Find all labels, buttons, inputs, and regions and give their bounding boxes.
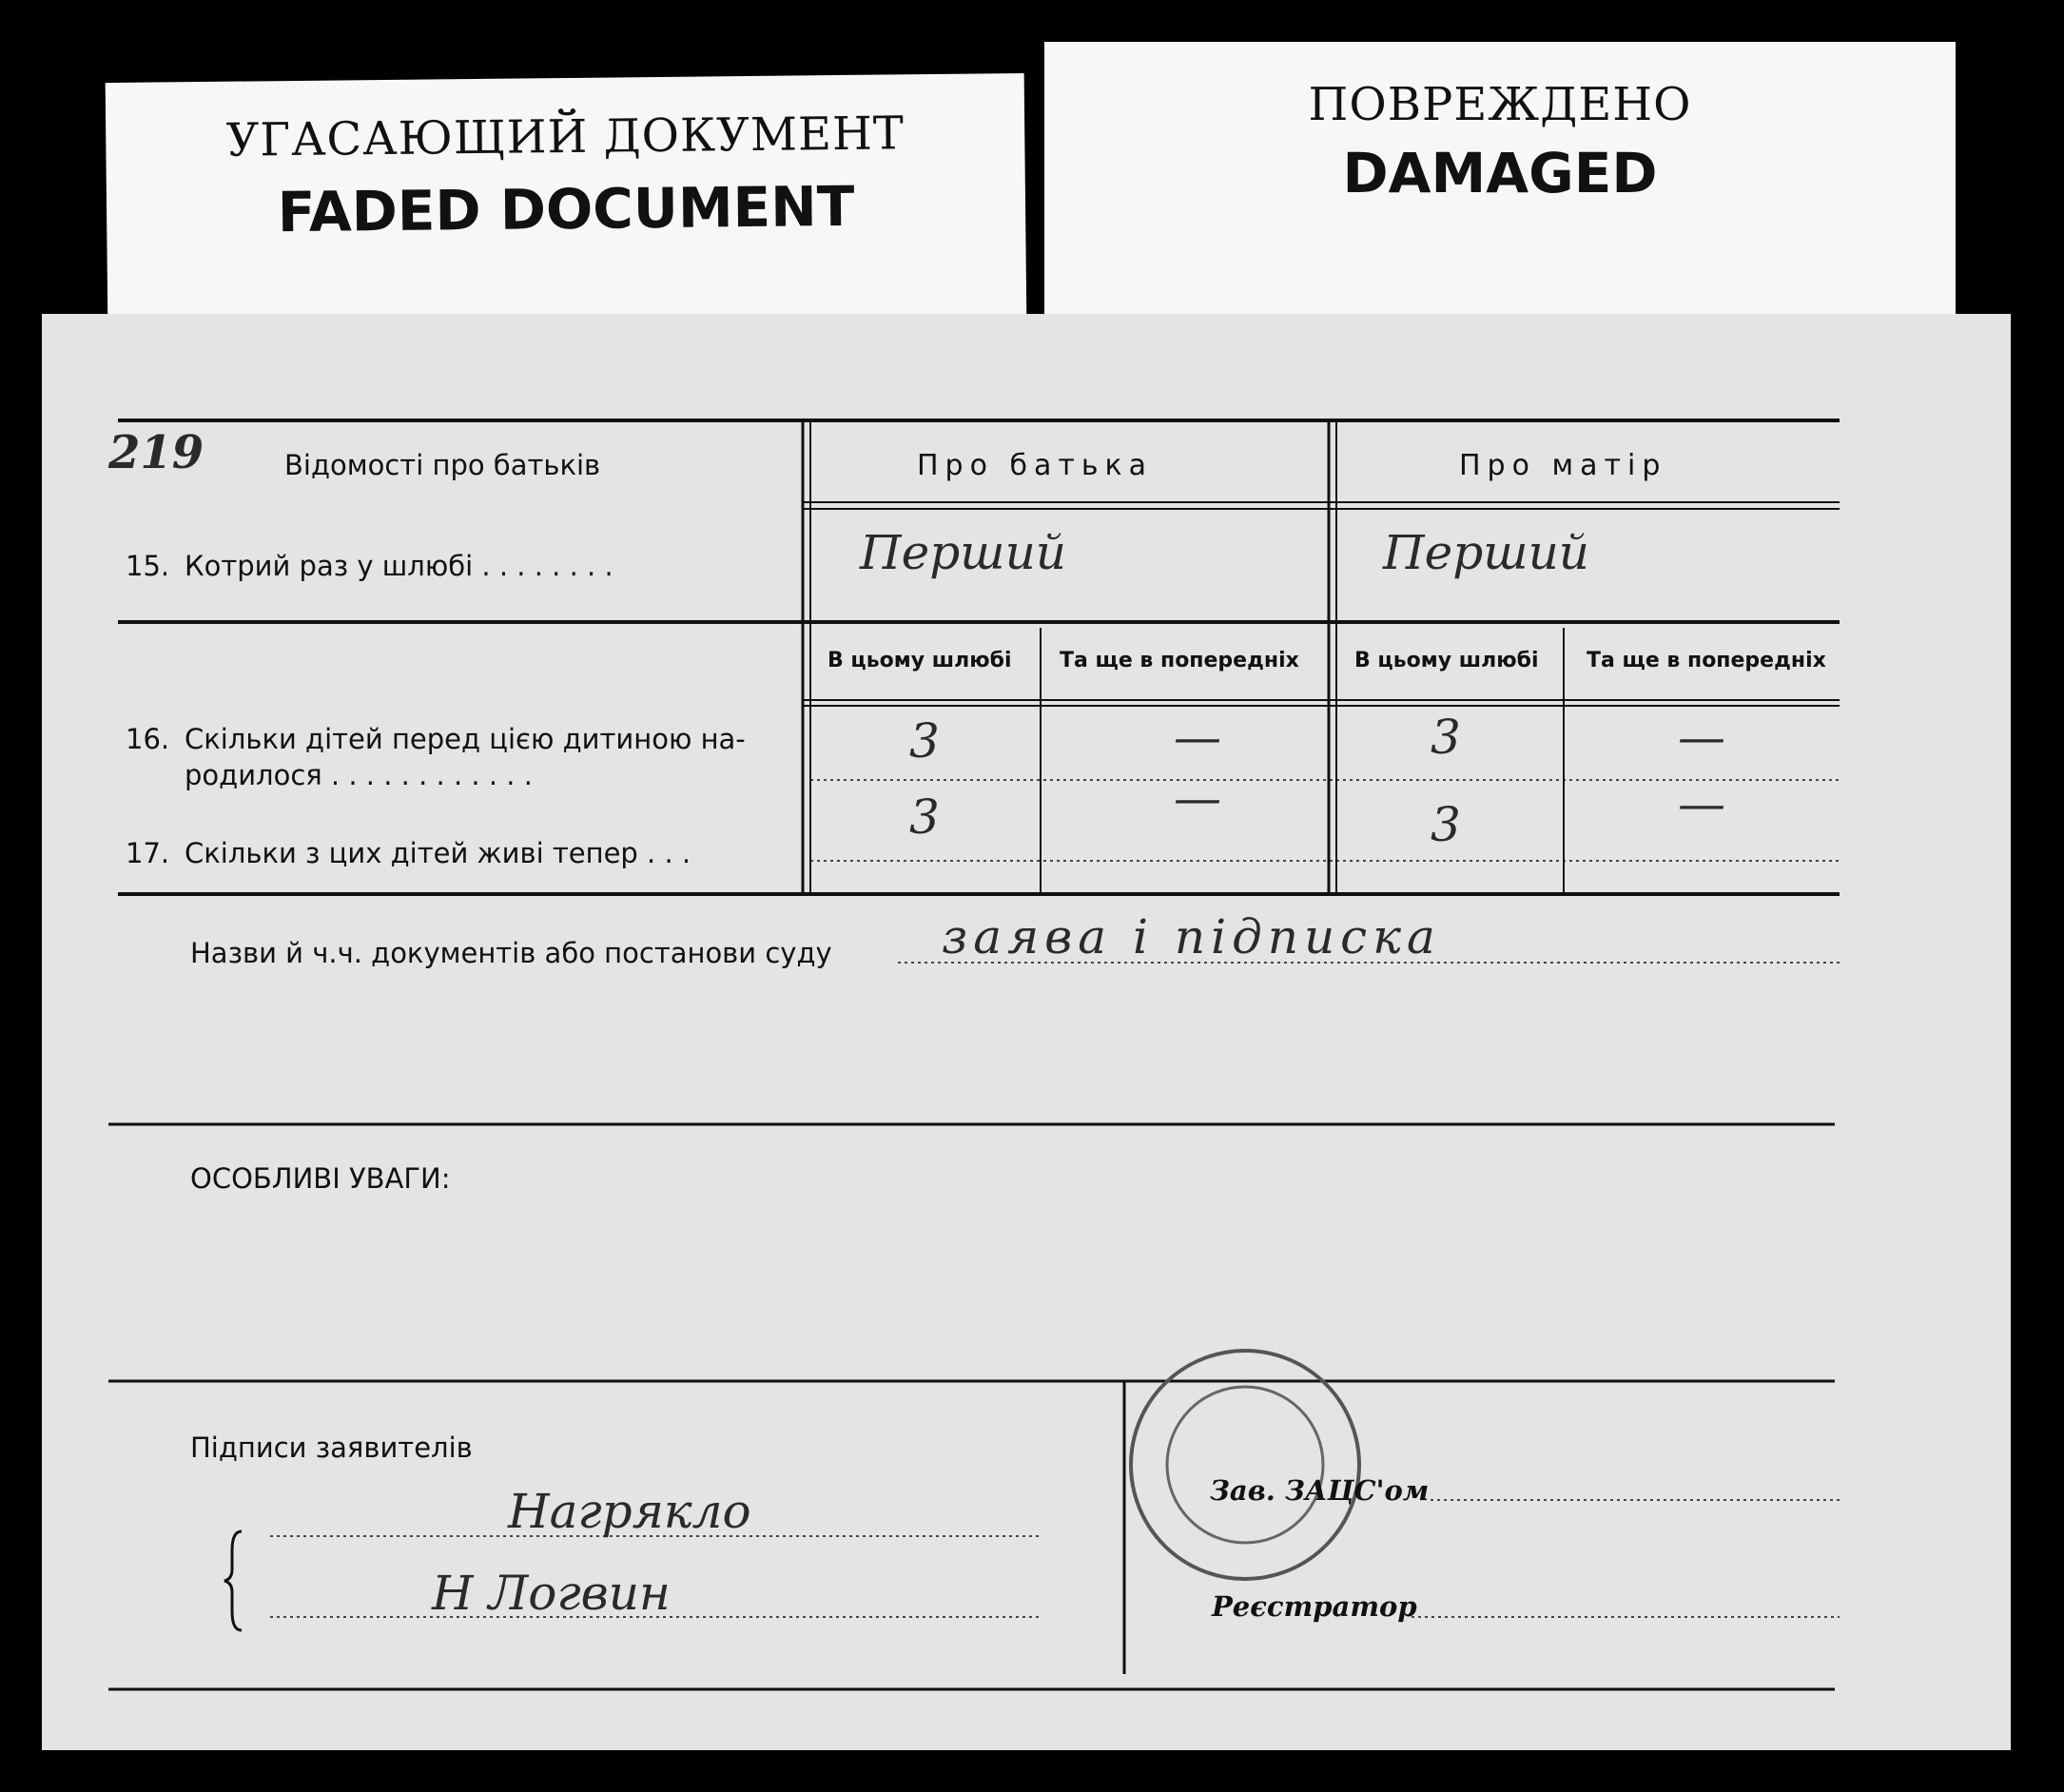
record-number: 219 bbox=[108, 426, 204, 479]
applicants-label: Підписи заявителів bbox=[190, 1432, 473, 1464]
applicant-signature-1: Нагрякло bbox=[508, 1484, 751, 1539]
subcol-father-this-marriage: В цьому шлюбі bbox=[828, 649, 1012, 672]
damaged-label-en: DAMAGED bbox=[1342, 141, 1658, 205]
q16-label-line1: Скільки дітей перед цією дитиною на- bbox=[185, 723, 746, 755]
subcol-father-previous: Та ще в попередніх bbox=[1060, 649, 1299, 672]
q16-father-this: 3 bbox=[909, 713, 940, 769]
subcol-mother-previous: Та ще в попередніх bbox=[1587, 649, 1826, 672]
q16-mother-prev: — bbox=[1678, 710, 1725, 765]
damaged-label bbox=[1044, 42, 1956, 327]
zags-head-label: Зав. ЗАЦС'ом bbox=[1210, 1474, 1430, 1507]
damaged-label-ru: ПОВРЕЖДЕНО bbox=[1308, 78, 1692, 131]
q16-mother-this: 3 bbox=[1431, 710, 1461, 765]
mother-column-header: Про матір bbox=[1459, 449, 1667, 482]
remarks-label: ОСОБЛИВІ УВАГИ: bbox=[190, 1162, 451, 1195]
q16-number: 16. bbox=[126, 723, 170, 755]
applicant-signature-2: Н Логвин bbox=[432, 1566, 671, 1621]
q16-label-line2: родилося . . . . . . . . . . . . bbox=[185, 759, 533, 791]
documents-value: заява і підписка bbox=[942, 909, 1441, 964]
father-column-header: Про батька bbox=[917, 449, 1154, 482]
form-sheet bbox=[42, 314, 2011, 1750]
q15-number: 15. bbox=[126, 550, 170, 582]
q16-father-prev: — bbox=[1174, 710, 1221, 765]
q17-number: 17. bbox=[126, 837, 170, 869]
faded-label-en: FADED DOCUMENT bbox=[277, 173, 855, 245]
q17-father-this: 3 bbox=[909, 789, 940, 845]
q17-father-prev: — bbox=[1174, 770, 1221, 826]
q17-label: Скільки з цих дітей живі тепер . . . bbox=[185, 837, 691, 869]
q17-mother-this: 3 bbox=[1431, 797, 1461, 852]
q15-father-value: Перший bbox=[860, 525, 1066, 580]
subcol-mother-this-marriage: В цьому шлюбі bbox=[1354, 649, 1539, 672]
registrar-label: Реєстратор bbox=[1212, 1590, 1417, 1623]
section-title: Відомості про батьків bbox=[284, 449, 601, 481]
faded-document-label bbox=[106, 73, 1027, 330]
q15-label: Котрий раз у шлюбі . . . . . . . . bbox=[185, 550, 613, 582]
documents-label: Назви й ч.ч. документів або постанови суду bbox=[190, 937, 832, 969]
q17-mother-prev: — bbox=[1678, 776, 1725, 831]
faded-label-ru: УГАСАЮЩИЙ ДОКУМЕНТ bbox=[225, 107, 905, 167]
q15-mother-value: Перший bbox=[1383, 525, 1589, 580]
